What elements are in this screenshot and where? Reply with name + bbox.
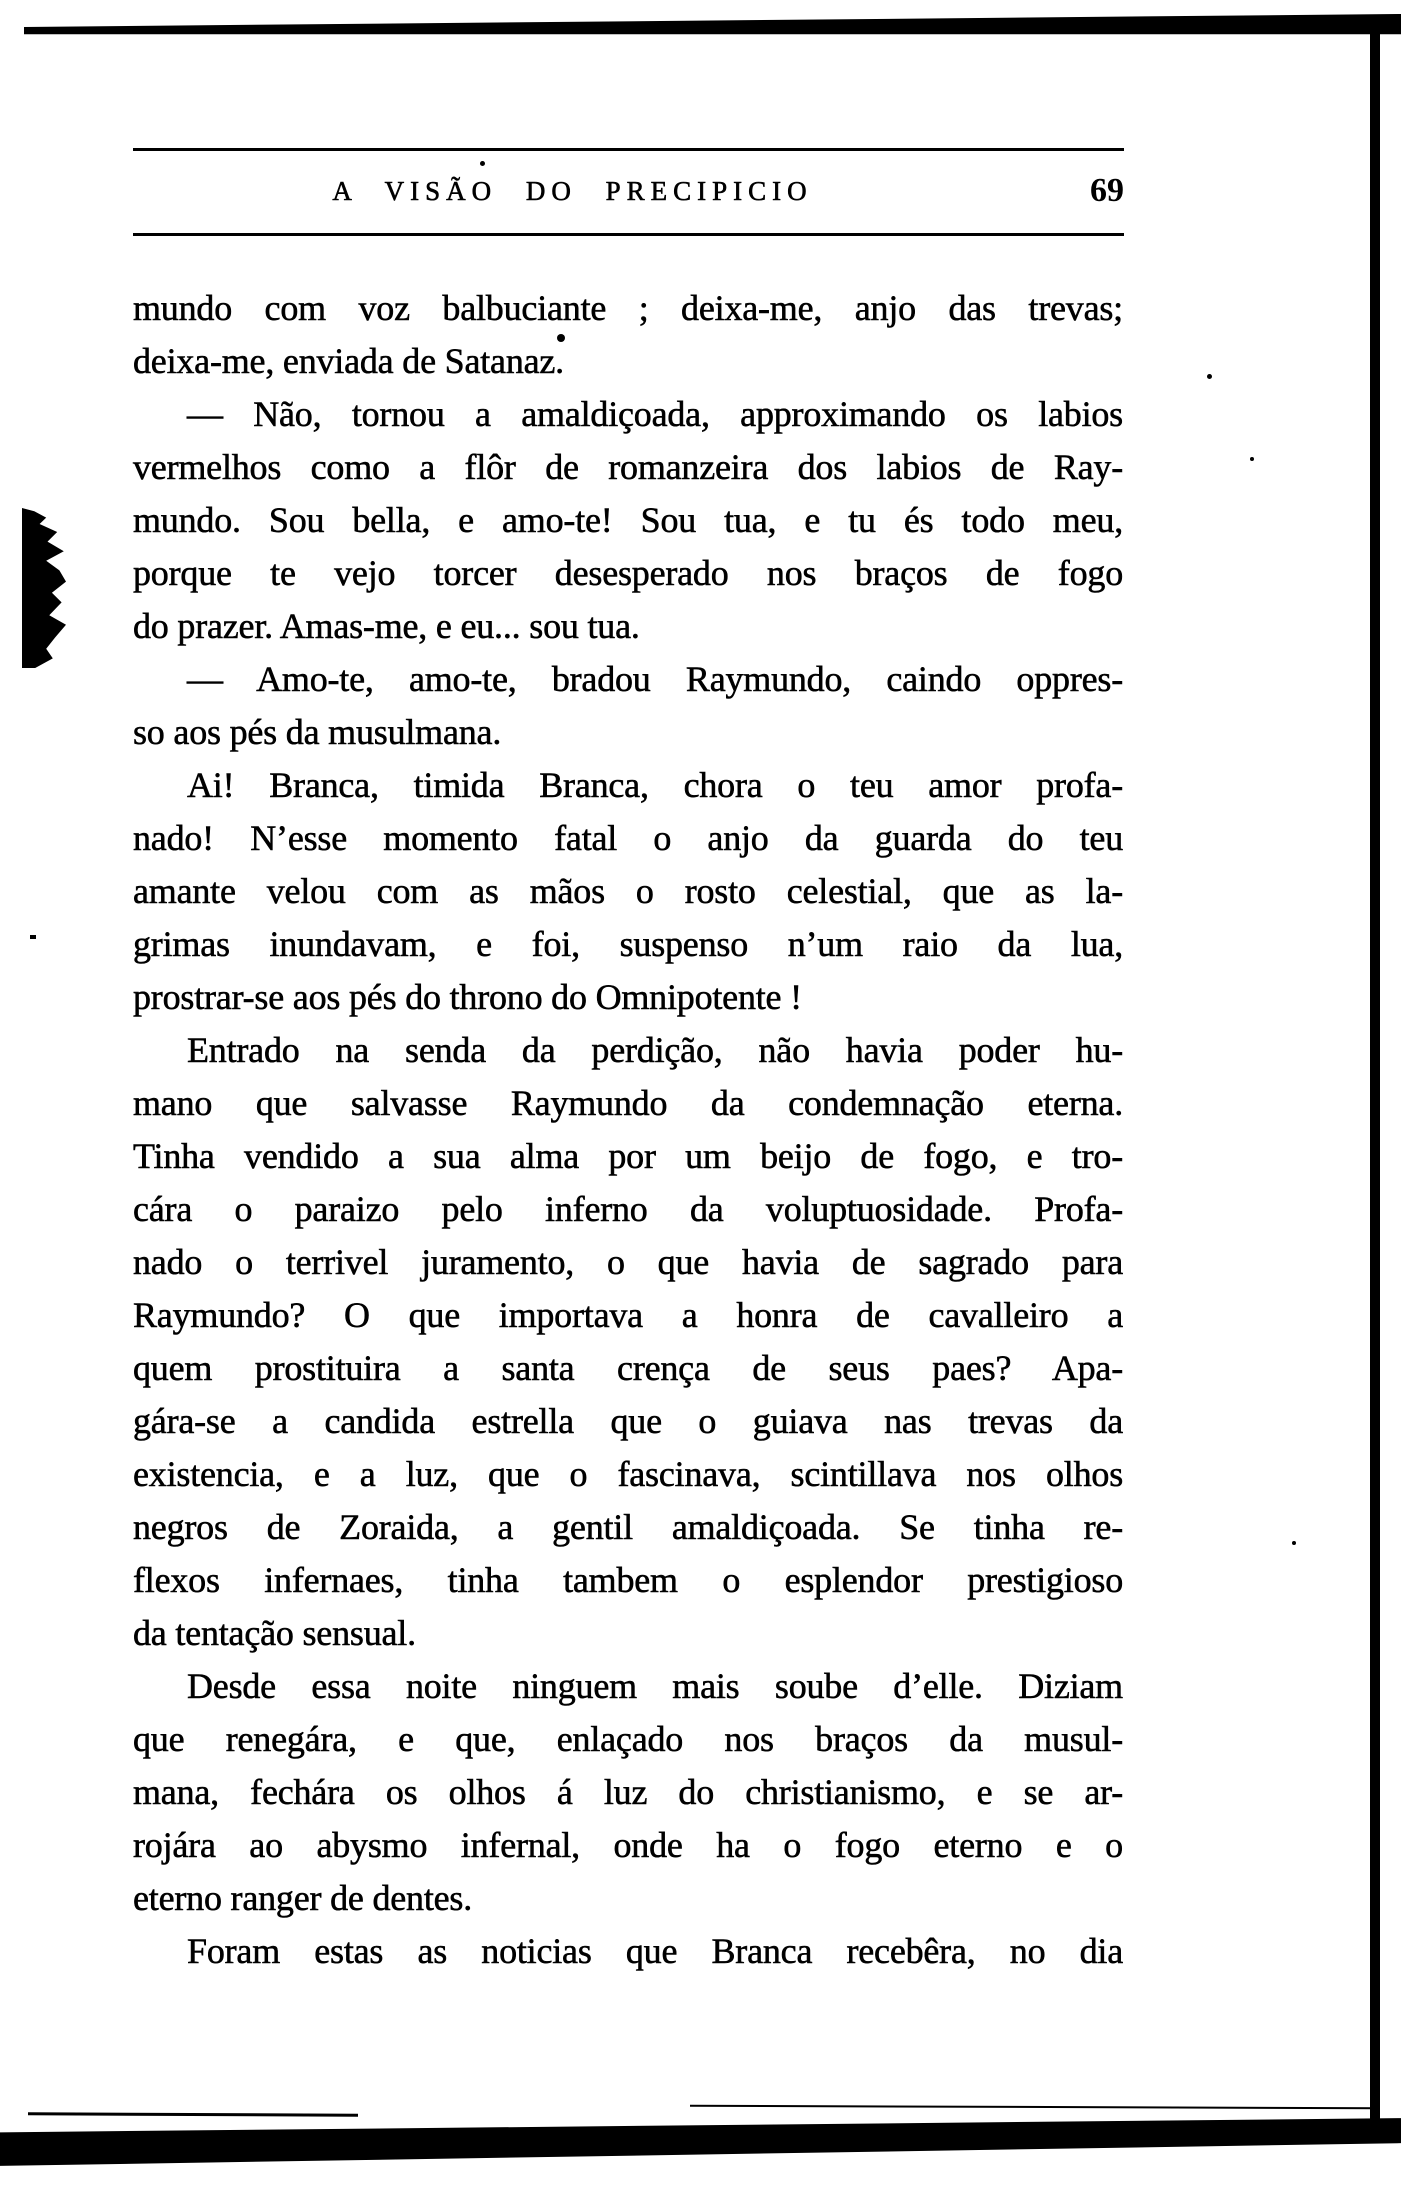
text-line: da tentação sensual. (133, 1613, 416, 1653)
text-line: mano que salvasse Raymundo da condemnação eterna. (133, 1083, 1123, 1123)
text-line: quem prostituira a santa crença de seus paes? Apa- (133, 1348, 1123, 1388)
running-header (133, 172, 1124, 222)
header-rule-top (133, 148, 1124, 151)
text-line: amante velou com as mãos o rosto celestial, que as la- (133, 871, 1123, 911)
text-line: cára o paraizo pelo inferno da voluptuosidade. Profa- (133, 1189, 1123, 1229)
text-line: so aos pés da musulmana. (133, 712, 502, 752)
text-line: — Não, tornou a amaldiçoada, approximando os labios (187, 394, 1123, 434)
text-line: Tinha vendido a sua alma por um beijo de fogo, e tro- (133, 1136, 1123, 1176)
text-line: rojára ao abysmo infernal, onde ha o fogo eterno e o (133, 1825, 1123, 1865)
text-line: existencia, e a luz, que o fascinava, scintillava nos olhos (133, 1454, 1123, 1494)
ink-speck (1292, 1541, 1296, 1545)
scan-top-bar-artifact (24, 14, 1401, 36)
ink-speck (1207, 374, 1212, 379)
text-line: mundo com voz balbuciante ; deixa-me, anjo das trevas; (133, 288, 1123, 328)
text-line: deixa-me, enviada de Satanaz. (133, 341, 564, 381)
scan-edge-line-artifact (1370, 26, 1380, 2138)
ink-speck (1250, 457, 1254, 461)
text-line: Foram estas as noticias que Branca recebêra, no dia (187, 1931, 1123, 1971)
page-title: A VISÃO DO PRECIPICIO (332, 176, 813, 206)
text-line: Raymundo? O que importava a honra de cavalleiro a (133, 1295, 1123, 1335)
scan-bottom-bar-artifact (0, 2118, 1401, 2166)
text-line: Desde essa noite ninguem mais soube d’elle. Diziam (187, 1666, 1123, 1706)
page-body-text (133, 282, 1123, 1978)
ink-speck (30, 935, 36, 939)
text-line: que renegára, e que, enlaçado nos braços da musul- (133, 1719, 1123, 1759)
page-number: 69 (1090, 172, 1124, 209)
text-line: vermelhos como a flôr de romanzeira dos labios de Ray- (133, 447, 1123, 487)
text-line: mana, fechára os olhos á luz do christianismo, e se ar- (133, 1772, 1123, 1812)
header-rule-bottom (133, 233, 1124, 236)
ink-speck (480, 161, 485, 166)
text-line: gára-se a candida estrella que o guiava nas trevas da (133, 1401, 1123, 1441)
text-line: flexos infernaes, tinha tambem o esplendor prestigioso (133, 1560, 1123, 1600)
text-line: mundo. Sou bella, e amo-te! Sou tua, e tu és todo meu, (133, 500, 1123, 540)
text-line: nado! N’esse momento fatal o anjo da guarda do teu (133, 818, 1123, 858)
ink-blob-artifact (22, 508, 66, 668)
text-line: eterno ranger de dentes. (133, 1878, 473, 1918)
text-line: do prazer. Amas-me, e eu... sou tua. (133, 606, 640, 646)
text-line: Ai! Branca, timida Branca, chora o teu amor profa- (187, 765, 1123, 805)
text-line: prostrar-se aos pés do throno do Omnipotente ! (133, 977, 802, 1017)
scan-scratch-line (690, 2105, 1380, 2109)
text-line: negros de Zoraida, a gentil amaldiçoada. Se tinha re- (133, 1507, 1123, 1547)
text-line: Entrado na senda da perdição, não havia poder hu- (187, 1030, 1123, 1070)
text-line: — Amo-te, amo-te, bradou Raymundo, caindo oppres- (187, 659, 1123, 699)
text-line: porque te vejo torcer desesperado nos braços de fogo (133, 553, 1123, 593)
scan-scratch-line (28, 2112, 358, 2116)
text-line: nado o terrivel juramento, o que havia de sagrado para (133, 1242, 1123, 1282)
text-line: grimas inundavam, e foi, suspenso n’um raio da lua, (133, 924, 1123, 964)
